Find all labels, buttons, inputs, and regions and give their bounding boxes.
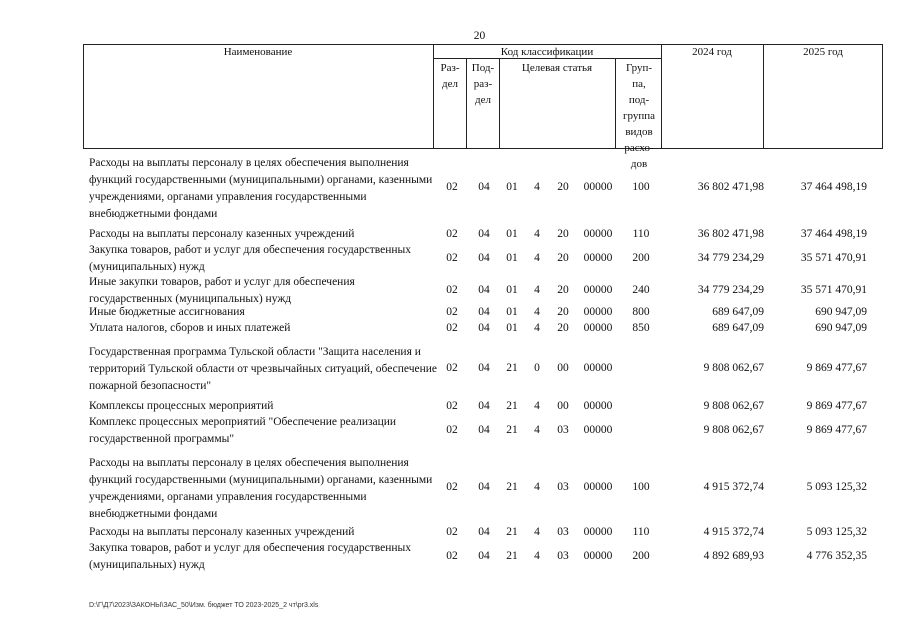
- row-pr: 04: [478, 306, 490, 318]
- row-y2025: 37 464 498,19: [800, 228, 867, 240]
- row-r: 02: [446, 306, 458, 318]
- row-c2: 4: [534, 284, 540, 296]
- row-pr: 04: [478, 424, 490, 436]
- row-c1: 21: [506, 550, 518, 562]
- row-pr: 04: [478, 400, 490, 412]
- row-c2: 4: [534, 252, 540, 264]
- row-r: 02: [446, 181, 458, 193]
- row-c1: 01: [506, 228, 518, 240]
- row-c3: 20: [557, 322, 569, 334]
- row-pr: 04: [478, 362, 490, 374]
- row-y2025: 5 093 125,32: [806, 481, 867, 493]
- row-y2024: 34 779 234,29: [697, 252, 764, 264]
- row-pr: 04: [478, 481, 490, 493]
- row-r: 02: [446, 322, 458, 334]
- row-c3: 20: [557, 306, 569, 318]
- row-r: 02: [446, 362, 458, 374]
- row-c4: 00000: [583, 481, 613, 493]
- row-pr: 04: [478, 284, 490, 296]
- row-vr: 110: [632, 228, 650, 240]
- header-year-2024: 2024 год: [692, 46, 732, 58]
- row-y2024: 9 808 062,67: [703, 362, 764, 374]
- header-target: Целевая статья: [521, 62, 593, 74]
- row-vr: 100: [632, 481, 650, 493]
- row-c4: 00000: [583, 362, 613, 374]
- row-vr: 110: [632, 526, 650, 538]
- row-c3: 00: [557, 362, 569, 374]
- row-pr: 04: [478, 526, 490, 538]
- row-c4: 00000: [583, 424, 613, 436]
- row-name: Комплексы процессных мероприятий: [89, 400, 274, 412]
- row-c4: 00000: [583, 252, 613, 264]
- table-row: [0, 398, 905, 414]
- row-c2: 4: [534, 306, 540, 318]
- row-r: 02: [446, 481, 458, 493]
- row-y2025: 37 464 498,19: [800, 181, 867, 193]
- header-name: Наименование: [223, 46, 293, 58]
- row-pr: 04: [478, 228, 490, 240]
- row-c4: 00000: [583, 400, 613, 412]
- row-c4: 00000: [583, 322, 613, 334]
- row-c4: 00000: [583, 526, 613, 538]
- row-c1: 21: [506, 362, 518, 374]
- row-y2024: 36 802 471,98: [697, 181, 764, 193]
- row-c2: 4: [534, 550, 540, 562]
- row-c1: 21: [506, 481, 518, 493]
- row-pr: 04: [478, 550, 490, 562]
- row-r: 02: [446, 424, 458, 436]
- row-name: Государственная программа Тульской области "Защита населения и территорий Тульской области от чрезвычайных ситуаций, обеспечение пожарной безопасности": [89, 346, 438, 392]
- row-name: Закупка товаров, работ и услуг для обеспечения государственных (муниципальных) нужд: [89, 244, 412, 273]
- row-pr: 04: [478, 322, 490, 334]
- header-code-group: Код классификации: [500, 46, 594, 58]
- row-name: Комплекс процессных мероприятий "Обеспечение реализации государственной программы": [89, 416, 397, 445]
- row-c3: 03: [557, 550, 569, 562]
- row-y2024: 4 892 689,93: [703, 550, 764, 562]
- row-vr: 200: [632, 252, 650, 264]
- row-y2024: 689 647,09: [712, 322, 764, 334]
- header-razdel: Раз- дел: [440, 62, 460, 90]
- row-c3: 03: [557, 481, 569, 493]
- row-pr: 04: [478, 181, 490, 193]
- header-podrazdel: Под- раз- дел: [471, 62, 495, 106]
- row-c2: 4: [534, 424, 540, 436]
- row-c2: 4: [534, 228, 540, 240]
- row-y2024: 9 808 062,67: [703, 424, 764, 436]
- row-vr: 240: [632, 284, 650, 296]
- row-vr: 800: [632, 306, 650, 318]
- row-c1: 21: [506, 526, 518, 538]
- row-y2024: 4 915 372,74: [703, 481, 764, 493]
- row-r: 02: [446, 252, 458, 264]
- row-name: Расходы на выплаты персоналу казенных учреждений: [89, 228, 355, 240]
- row-c1: 21: [506, 400, 518, 412]
- row-y2025: 9 869 477,67: [806, 400, 867, 412]
- row-c3: 20: [557, 228, 569, 240]
- row-name: Уплата налогов, сборов и иных платежей: [89, 322, 291, 334]
- row-name: Расходы на выплаты персоналу в целях обеспечения выполнения функций государственными (муниципальными) органами, казенными учреждениями, органами управления государственными внебюджетными фондами: [89, 457, 433, 520]
- row-c1: 01: [506, 284, 518, 296]
- row-r: 02: [446, 526, 458, 538]
- row-c3: 03: [557, 424, 569, 436]
- row-y2024: 689 647,09: [712, 306, 764, 318]
- row-c1: 01: [506, 181, 518, 193]
- row-vr: 200: [632, 550, 650, 562]
- row-name: Иные бюджетные ассигнования: [89, 306, 245, 318]
- row-c4: 00000: [583, 284, 613, 296]
- row-y2024: 34 779 234,29: [697, 284, 764, 296]
- row-vr: 100: [632, 181, 650, 193]
- row-y2025: 9 869 477,67: [806, 362, 867, 374]
- row-c1: 21: [506, 424, 518, 436]
- row-c2: 4: [534, 526, 540, 538]
- row-y2025: 4 776 352,35: [806, 550, 867, 562]
- table-row: [0, 414, 905, 446]
- table-row: [0, 320, 905, 336]
- row-c4: 00000: [583, 181, 613, 193]
- footer-file-path: D:\Г\Д7\2023\ЗАКОНЫ\ЗАС_50\Изм. бюджет ТО 2023-2025_2 чт\pr3.xls: [89, 602, 319, 609]
- table-header: [83, 44, 883, 170]
- table-row: [0, 304, 905, 320]
- row-c2: 4: [534, 481, 540, 493]
- row-y2024: 36 802 471,98: [697, 228, 764, 240]
- table-row: [0, 540, 905, 572]
- row-c3: 20: [557, 252, 569, 264]
- table-row: [0, 242, 905, 274]
- row-y2025: 690 947,09: [815, 306, 867, 318]
- page-number: 20: [473, 30, 486, 42]
- row-c3: 20: [557, 284, 569, 296]
- row-c2: 4: [534, 181, 540, 193]
- row-y2025: 690 947,09: [815, 322, 867, 334]
- header-year-2025: 2025 год: [803, 46, 843, 58]
- row-r: 02: [446, 400, 458, 412]
- row-c2: 4: [534, 400, 540, 412]
- row-c4: 00000: [583, 228, 613, 240]
- table-row: [0, 226, 905, 242]
- row-c4: 00000: [583, 306, 613, 318]
- row-name: Расходы на выплаты персоналу казенных учреждений: [89, 526, 355, 538]
- row-c3: 03: [557, 526, 569, 538]
- row-name: Иные закупки товаров, работ и услуг для обеспечения государственных (муниципальных) нужд: [89, 276, 355, 305]
- row-name: Расходы на выплаты персоналу в целях обеспечения выполнения функций государственными (муниципальными) органами, казенными учреждениями, органами управления государственными внебюджетными фондами: [89, 157, 433, 220]
- row-name: Закупка товаров, работ и услуг для обеспечения государственных (муниципальных) нужд: [89, 542, 412, 571]
- row-y2025: 5 093 125,32: [806, 526, 867, 538]
- row-r: 02: [446, 228, 458, 240]
- row-c2: 4: [534, 322, 540, 334]
- row-c2: 0: [534, 362, 540, 374]
- row-y2024: 4 915 372,74: [703, 526, 764, 538]
- table-row: [0, 274, 905, 306]
- row-c4: 00000: [583, 550, 613, 562]
- row-c1: 01: [506, 252, 518, 264]
- row-y2024: 9 808 062,67: [703, 400, 764, 412]
- table-row: [0, 344, 905, 392]
- row-y2025: 9 869 477,67: [806, 424, 867, 436]
- row-c1: 01: [506, 322, 518, 334]
- header-group: Груп- па, под- группа видов расхо- дов: [622, 62, 656, 170]
- table-row: [0, 155, 905, 219]
- row-r: 02: [446, 284, 458, 296]
- row-y2025: 35 571 470,91: [800, 284, 867, 296]
- row-vr: 850: [632, 322, 650, 334]
- row-c1: 01: [506, 306, 518, 318]
- row-pr: 04: [478, 252, 490, 264]
- row-c3: 20: [557, 181, 569, 193]
- table-row: [0, 455, 905, 519]
- table-row: [0, 524, 905, 540]
- row-c3: 00: [557, 400, 569, 412]
- row-r: 02: [446, 550, 458, 562]
- row-y2025: 35 571 470,91: [800, 252, 867, 264]
